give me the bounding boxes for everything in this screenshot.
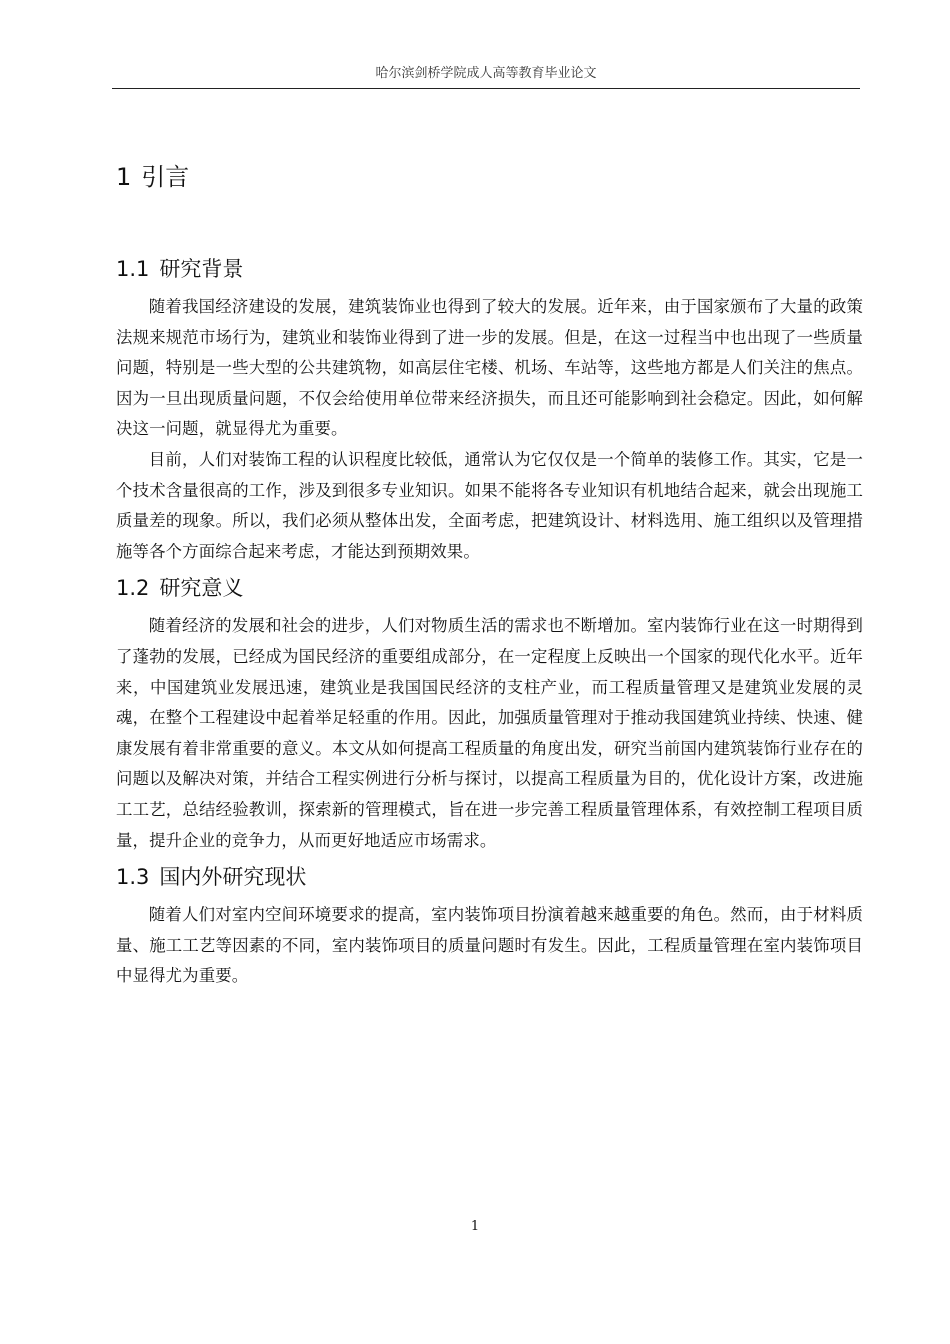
- section-title: 国内外研究现状: [159, 865, 307, 890]
- section-heading: [116, 248, 863, 290]
- page-header: 哈尔滨剑桥学院成人高等教育毕业论文: [375, 66, 597, 81]
- chapter-number: 1: [116, 163, 132, 191]
- section-title: 研究意义: [159, 576, 244, 601]
- section-number: 1.2: [116, 576, 150, 601]
- page-number: 1: [470, 1219, 480, 1234]
- section-research-significance: [116, 567, 863, 856]
- chapter-title-text: 引言: [141, 163, 190, 191]
- body-paragraph: 目前，人们对装饰工程的认识程度比较低，通常认为它仅仅是一个简单的装修工作。其实，它是一个技术含量很高的工作，涉及到很多专业知识。如果不能将各专业知识有机地结合起来，就会出现施工质量差的现象。所以，我们必须从整体出发，全面考虑，把建筑设计、材料选用、施工组织以及管理措施等各个方面综合起来考虑，才能达到预期效果。: [116, 449, 863, 561]
- section-research-background: [116, 248, 863, 567]
- section-research-status: [116, 856, 863, 992]
- section-heading: [116, 856, 863, 898]
- section-number: 1.3: [116, 865, 150, 890]
- body-paragraph: 随着经济的发展和社会的进步，人们对物质生活的需求也不断增加。室内装饰行业在这一时期得到了蓬勃的发展，已经成为国民经济的重要组成部分，在一定程度上反映出一个国家的现代化水平。近年来，中国建筑业发展迅速，建筑业是我国国民经济的支柱产业，而工程质量管理又是建筑业发展的灵魂，在整个工程建设中起着举足轻重的作用。因此，加强质量管理对于推动我国建筑业持续、快速、健康发展有着非常重要的意义。本文从如何提高工程质量的角度出发，研究当前国内建筑装饰行业存在的问题以及解决对策，并结合工程实例进行分析与探讨，以提高工程质量为目的，优化设计方案，改进施工工艺，总结经验教训，探索新的管理模式，旨在进一步完善工程质量管理体系，有效控制工程项目质量，提升企业的竞争力，从而更好地适应市场需求。: [116, 616, 863, 850]
- section-number: 1.1: [116, 257, 150, 281]
- chapter-title: [116, 156, 863, 198]
- section-heading: [116, 567, 863, 609]
- page-body: [116, 156, 863, 992]
- header-divider: [112, 88, 860, 89]
- body-paragraph: 随着我国经济建设的发展，建筑装饰业也得到了较大的发展。近年来，由于国家颁布了大量的政策法规来规范市场行为，建筑业和装饰业得到了进一步的发展。但是，在这一过程当中也出现了一些质量问题，特别是一些大型的公共建筑物，如高层住宅楼、机场、车站等，这些地方都是人们关注的焦点。因为一旦出现质量问题，不仅会给使用单位带来经济损失，而且还可能影响到社会稳定。因此，如何解决这一问题，就显得尤为重要。: [116, 297, 863, 439]
- section-title: 研究背景: [159, 257, 244, 281]
- body-paragraph: 随着人们对室内空间环境要求的提高，室内装饰项目扮演着越来越重要的角色。然而，由于材料质量、施工工艺等因素的不同，室内装饰项目的质量问题时有发生。因此，工程质量管理在室内装饰项目中显得尤为重要。: [116, 905, 863, 986]
